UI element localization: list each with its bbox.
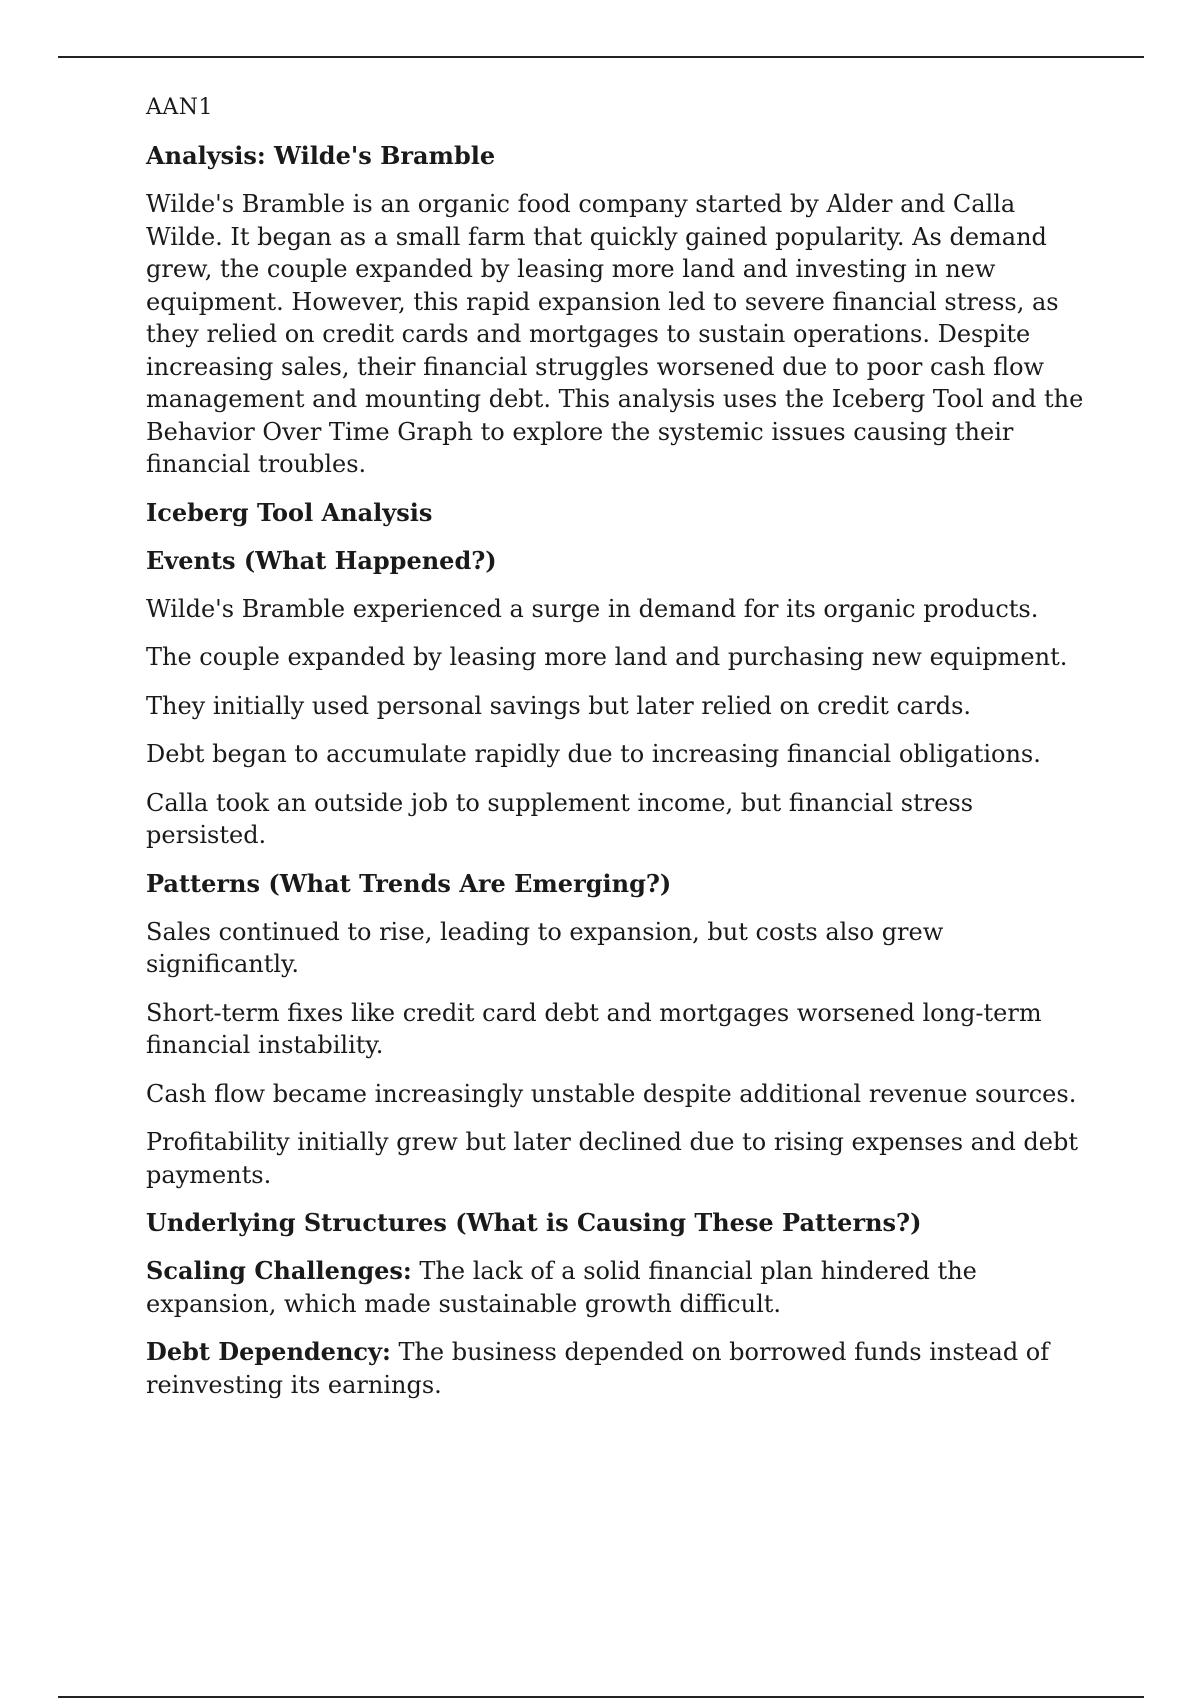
event-item: They initially used personal savings but later relied on credit cards.: [146, 691, 972, 720]
structure-text: The lack of a solid financial plan hindered the expansion, which made sustainable growth difficult.: [146, 1257, 977, 1318]
structure-text: The business depended on borrowed funds instead of reinvesting its earnings.: [146, 1338, 1050, 1399]
patterns-heading: Patterns (What Trends Are Emerging?): [146, 868, 672, 898]
pattern-item: Profitability initially grew but later declined due to rising expenses and debt payments.: [146, 1128, 1079, 1189]
event-item: Debt began to accumulate rapidly due to increasing financial obligations.: [146, 740, 1041, 768]
bottom-rule: [58, 1696, 1144, 1698]
document-title: Analysis: Wilde's Bramble: [146, 141, 496, 170]
event-item: Wilde's Bramble experienced a surge in demand for its organic products.: [146, 594, 1039, 623]
structure-item: [146, 1255, 1086, 1320]
document-body: [146, 92, 1086, 1417]
structure-lead: Scaling Challenges:: [146, 1256, 412, 1285]
events-heading: Events (What Happened?): [146, 545, 497, 575]
event-item: The couple expanded by leasing more land and purchasing new equipment.: [146, 643, 1068, 671]
pattern-item: Sales continued to rise, leading to expansion, but costs also grew significantly.: [146, 917, 944, 978]
structures-heading: Underlying Structures (What is Causing These Patterns?): [146, 1208, 922, 1237]
intro-paragraph: Wilde's Bramble is an organic food company started by Alder and Calla Wilde. It began as a small farm that quickly gained popularity. As demand grew, the couple expanded by leasing more land and investing in new equipment. However, this rapid expansion led to severe financial stress, as they relied on credit cards and mortgages to sustain operations. Despite increasing sales, their financial struggles worsened due to poor cash flow management and mounting debt. This analysis uses the Iceberg Tool and the Behavior Over Time Graph to explore the systemic issues causing their financial troubles.: [146, 190, 1084, 478]
pattern-item: Short-term fixes like credit card debt and mortgages worsened long-term financial instability.: [146, 998, 1042, 1059]
structure-item: [146, 1336, 1086, 1401]
structure-lead: Debt Dependency:: [146, 1337, 391, 1366]
document-id: AAN1: [146, 95, 214, 120]
top-rule: [58, 56, 1144, 58]
pattern-item: Cash flow became increasingly unstable despite additional revenue sources.: [146, 1079, 1077, 1108]
event-item: Calla took an outside job to supplement income, but financial stress persisted.: [146, 788, 974, 849]
section-heading-iceberg: Iceberg Tool Analysis: [146, 497, 433, 527]
